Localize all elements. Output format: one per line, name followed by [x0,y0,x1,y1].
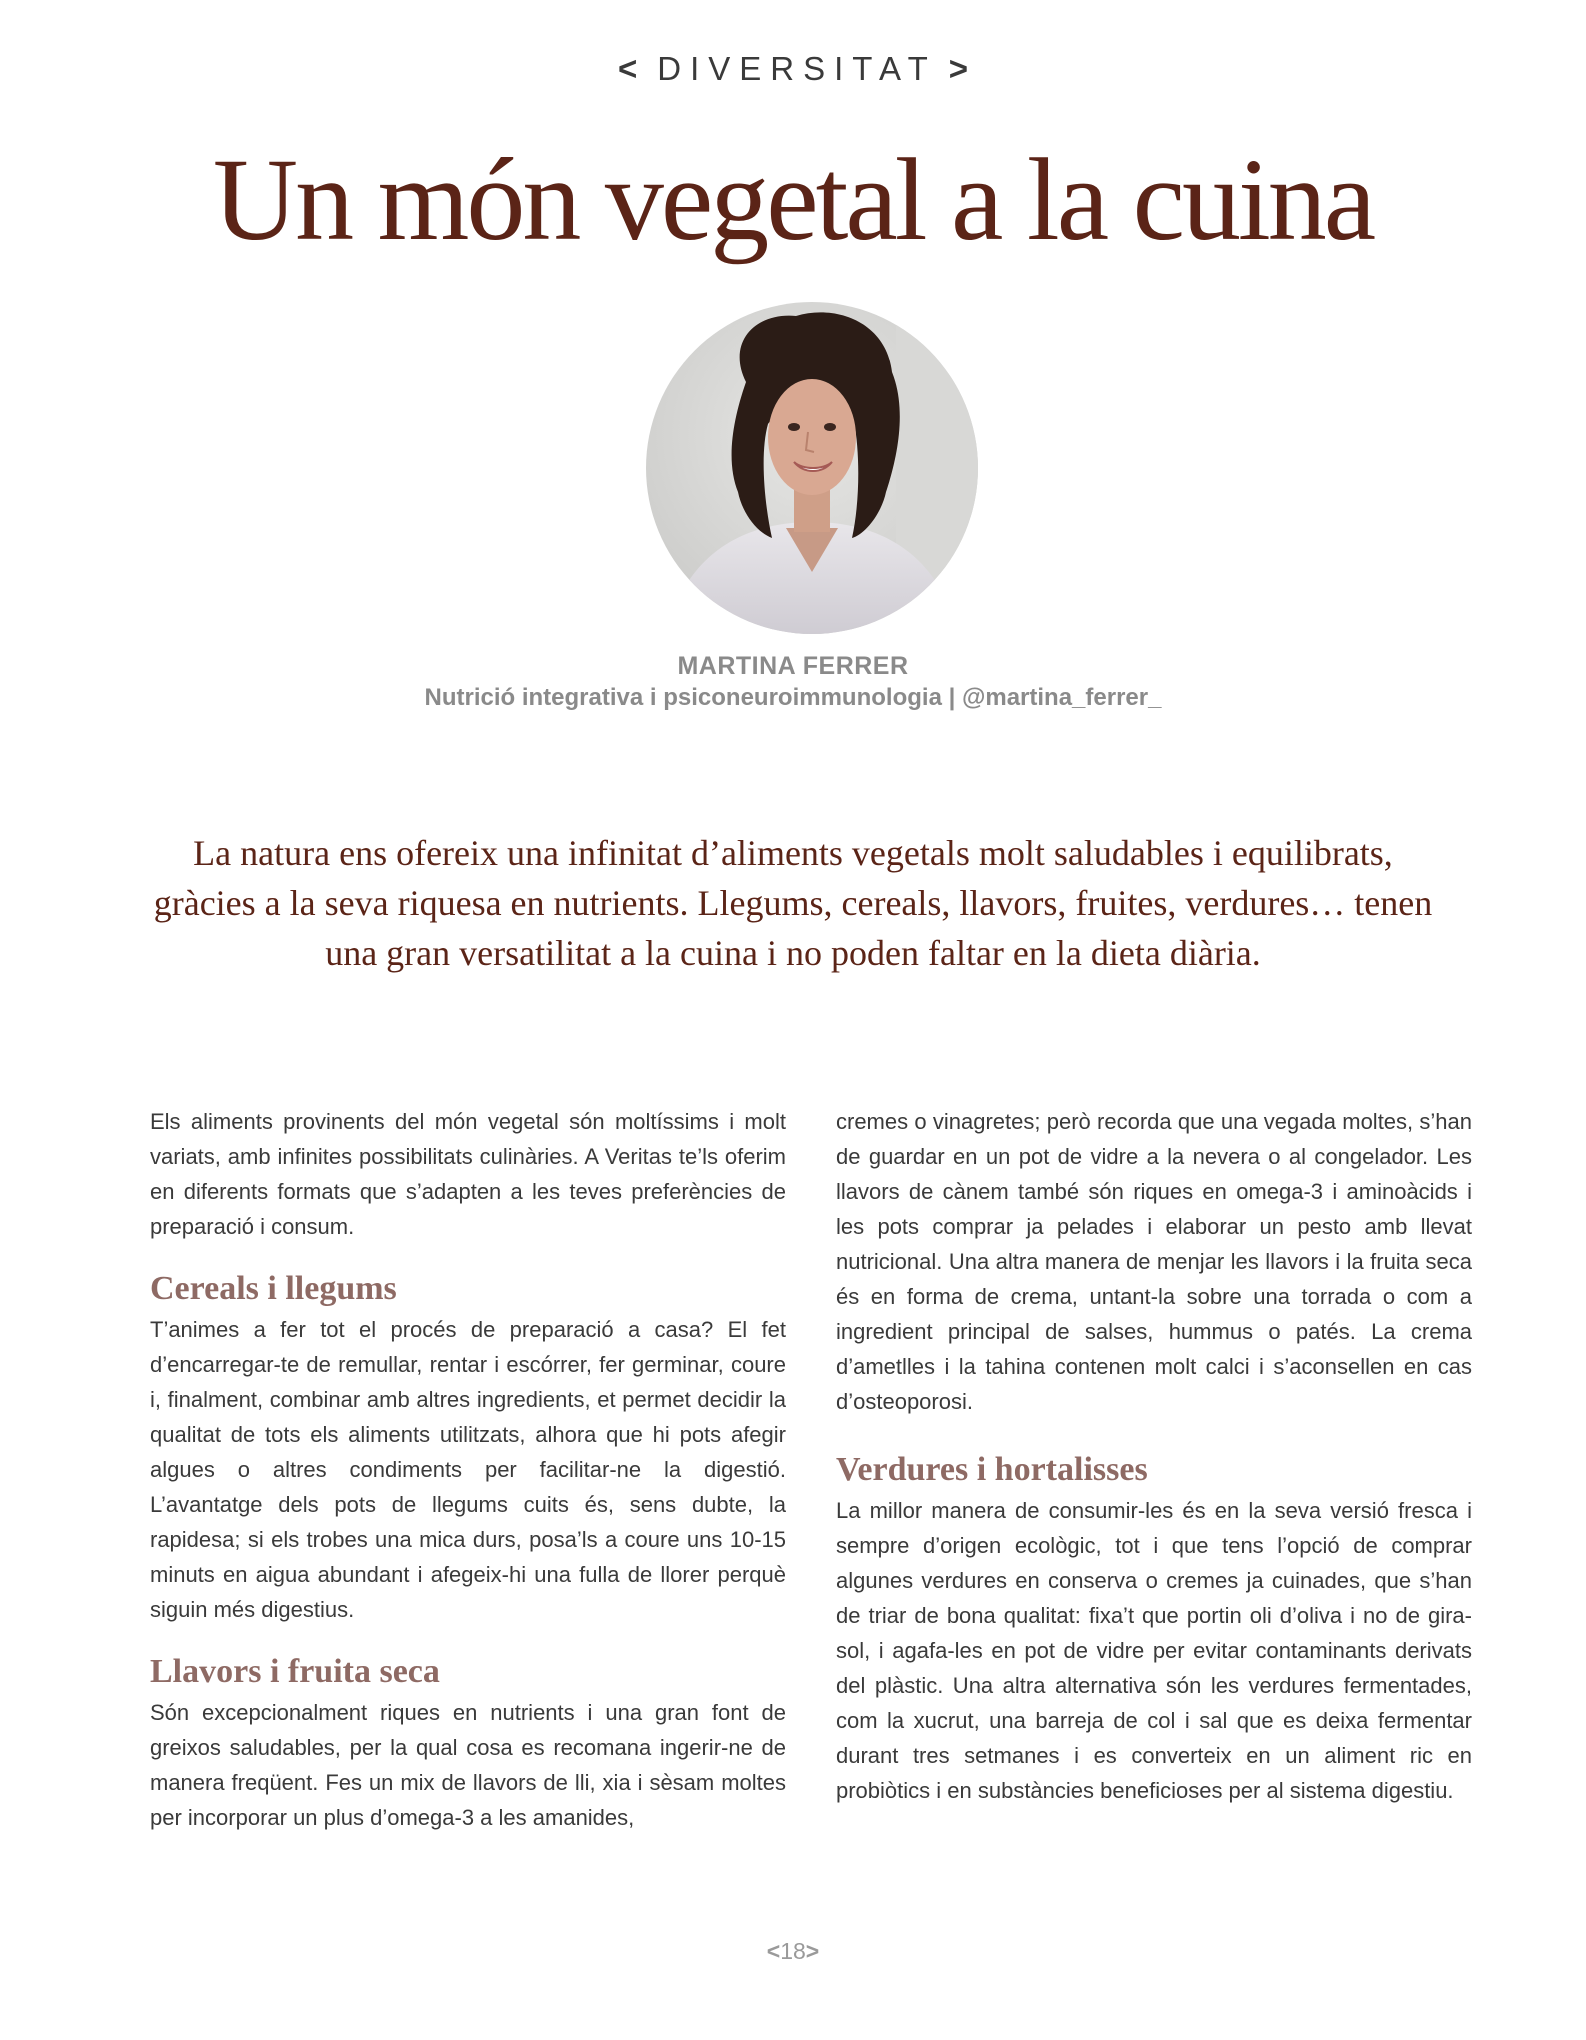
page-number [0,1938,1586,1965]
chevron-left-icon: < [766,1938,781,1964]
lead-paragraph: La natura ens ofereix una infinitat d’aliments vegetals molt saludables i equilibrats, gràcies a la seva riquesa en nutrients. Llegums, cereals, llavors, fruites, verdures… tenen una gran versatilitat a la cuina i no poden faltar en la dieta diària. [153,833,1433,973]
section-heading: Llavors i fruita seca [150,1653,440,1690]
article-column-left [150,1104,786,1835]
page-title: Un món vegetal a la cuina [212,134,1374,265]
chevron-right-icon: > [805,1938,820,1964]
section-heading: Cereals i llegums [150,1270,397,1307]
page-number-value: 18 [780,1938,806,1964]
section-paragraph: T’animes a fer tot el procés de preparació a casa? El fet d’encarregar-te de remullar, rentar i escórrer, fer germinar, coure i, finalment, combinar amb altres ingredients, et permet decidir la qualitat de tots els aliments utilitzats, alhora que hi pots afegir algues o altres condiments per facilitar-ne la digestió. L’avantatge dels pots de llegums cuits és, sens dubte, la rapidesa; si els trobes una mica durs, posa’ls a coure uns 10-15 minuts en aigua abundant i afegeix-hi una fulla de llorer perquè siguin més digestius. [150,1317,786,1622]
section-label [0,50,1586,88]
author-role: Nutrició integrativa i psiconeuroimmunologia | @martina_ferrer_ [424,684,1162,711]
author-photo [646,302,978,634]
chevron-left-icon: < [617,50,638,87]
article-column-right [836,1104,1472,1808]
chevron-right-icon: > [948,50,969,87]
section-paragraph-continued: cremes o vinagretes; però recorda que una vegada moltes, s’han de guardar en un pot de vidre a la nevera o al congelador. Les llavors de cànem també són riques en omega-3 i aminoàcids i les pots comprar ja pelades i elaborar un pesto amb llevat nutricional. Una altra manera de menjar les llavors i la fruita seca és en forma de crema, untant-la sobre una torrada o com a ingredient principal de salses, hummus o patés. La crema d’ametlles i la tahina contenen molt calci i s’aconsellen en cas d’osteoporosi. [836,1109,1472,1414]
section-paragraph: La millor manera de consumir-les és en la seva versió fresca i sempre d’origen ecològic, tot i que tens l’opció de comprar algunes verdures en conserva o cremes ja cuinades, que s’han de triar de bona qualitat: fixa’t que portin oli d’oliva i no de gira-sol, i agafa-les en pot de vidre per evitar contaminants derivats del plàstic. Una altra alternativa són les verdures fermentades, com la xucrut, una barreja de col i sal que es deixa fermentar durant tres setmanes i es converteix en un aliment ric en probiòtics i en substàncies beneficioses per al sistema digestiu. [836,1498,1472,1803]
section-paragraph: Són excepcionalment riques en nutrients i una gran font de greixos saludables, per la qual cosa es recomana ingerir-ne de manera freqüent. Fes un mix de llavors de lli, xia i sèsam moltes per incorporar un plus d’omega-3 a les amanides, [150,1700,786,1830]
section-heading: Verdures i hortalisses [836,1451,1148,1488]
section-label-text: DIVERSITAT [657,50,937,87]
author-name: MARTINA FERRER [677,652,909,680]
intro-paragraph: Els aliments provinents del món vegetal són moltíssims i molt variats, amb infinites possibilitats culinàries. A Veritas te’ls oferim en diferents formats que s’adapten a les teves preferències de preparació i consum. [150,1109,786,1239]
author-portrait-illustration [646,302,978,634]
